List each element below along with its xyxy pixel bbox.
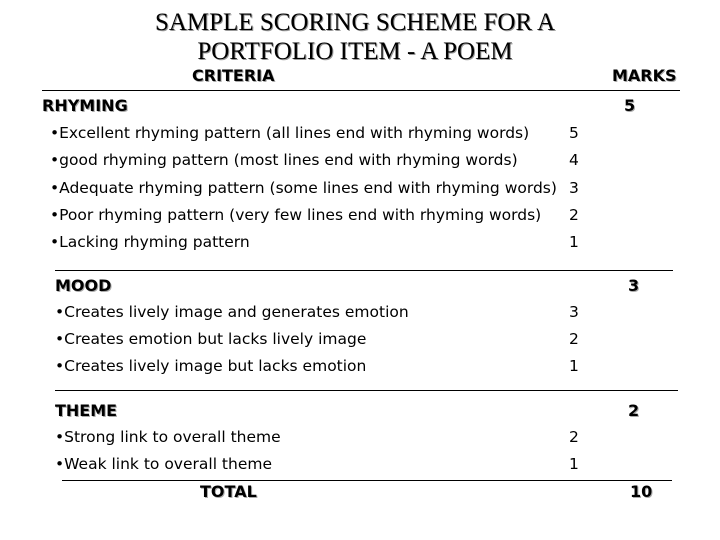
list-item: •good rhyming pattern (most lines end with rhyming words) (50, 151, 518, 169)
list-item-mark: 2 (569, 206, 579, 224)
list-item-mark: 5 (569, 124, 579, 142)
list-item: •Creates lively image but lacks emotion (55, 357, 367, 375)
list-item: •Excellent rhyming pattern (all lines end with rhyming words) (50, 124, 530, 142)
section-mood-marks: 3 (628, 276, 640, 295)
list-item: •Poor rhyming pattern (very few lines end with rhyming words) (50, 206, 542, 224)
section-divider (55, 270, 673, 271)
list-item-mark: 1 (569, 233, 579, 251)
list-item-mark: 3 (569, 179, 579, 197)
criteria-header: CRITERIA (192, 66, 275, 85)
title-line-2: PORTFOLIO ITEM - A POEM (197, 38, 513, 65)
list-item: •Strong link to overall theme (55, 428, 281, 446)
page-title (0, 8, 710, 66)
section-theme-title: THEME (55, 401, 118, 420)
list-item: •Creates emotion but lacks lively image (55, 330, 367, 348)
list-item: •Weak link to overall theme (55, 455, 272, 473)
marks-header: MARKS (612, 66, 677, 85)
section-mood-title: MOOD (55, 276, 112, 295)
section-rhyming-marks: 5 (624, 96, 636, 115)
list-item-mark: 3 (569, 303, 579, 321)
title-line-1: SAMPLE SCORING SCHEME FOR A (154, 9, 556, 36)
section-theme-marks: 2 (628, 401, 640, 420)
list-item: •Adequate rhyming pattern (some lines end with rhyming words) (50, 179, 557, 197)
list-item-mark: 2 (569, 330, 579, 348)
list-item: •Lacking rhyming pattern (50, 233, 250, 251)
total-label: TOTAL (200, 482, 257, 501)
header-divider (42, 90, 680, 91)
total-value: 10 (630, 482, 653, 501)
list-item-mark: 1 (569, 357, 579, 375)
total-divider (62, 480, 672, 481)
list-item: •Creates lively image and generates emotion (55, 303, 409, 321)
section-rhyming-title: RHYMING (42, 96, 128, 115)
list-item-mark: 4 (569, 151, 579, 169)
list-item-mark: 2 (569, 428, 579, 446)
section-divider (55, 390, 678, 391)
list-item-mark: 1 (569, 455, 579, 473)
